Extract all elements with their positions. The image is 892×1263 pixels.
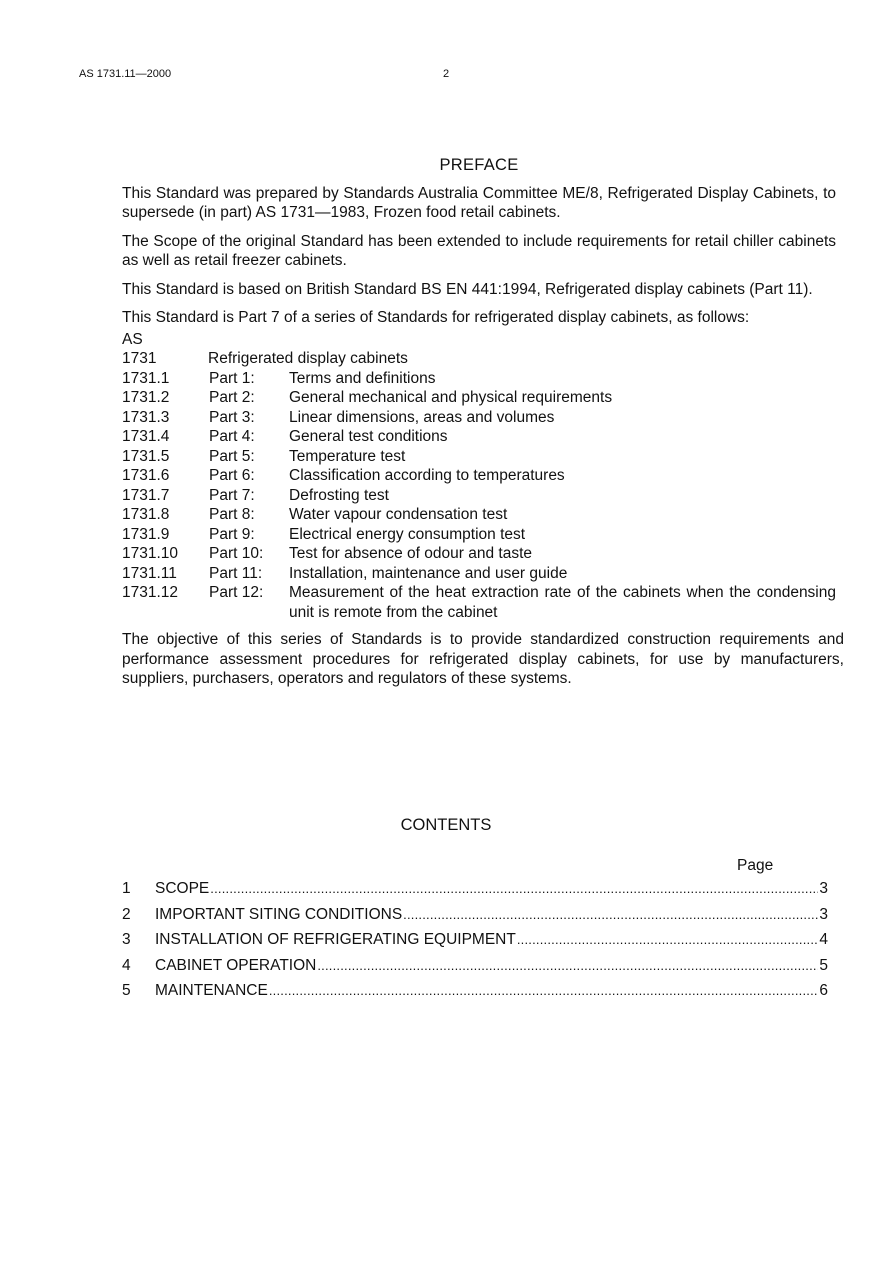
series-title: General test conditions	[289, 428, 448, 445]
toc-entry[interactable]	[122, 906, 828, 932]
series-number: 1731.3	[122, 408, 170, 426]
series-part: Part 12:	[209, 584, 264, 601]
series-row	[122, 369, 836, 389]
series-number: 1731	[122, 350, 157, 367]
series-part: Part 6:	[209, 467, 255, 484]
series-row	[122, 525, 836, 545]
series-number: 1731.1	[122, 369, 170, 387]
series-title: Test for absence of odour and taste	[289, 545, 532, 562]
preface-paragraph: This Standard was prepared by Standards Australia Committee ME/8, Refrigerated Display Cabinets, to supersede (in part) AS 1731—1983, Frozen food retail cabinets.	[122, 184, 836, 221]
preface-section	[122, 156, 844, 698]
toc-entry[interactable]	[122, 957, 828, 983]
toc-title: INSTALLATION OF REFRIGERATING EQUIPMENT	[155, 931, 516, 948]
series-row	[122, 505, 836, 525]
series-number: 1731.9	[122, 525, 170, 543]
toc-entry[interactable]	[122, 931, 828, 957]
toc-title: CABINET OPERATION	[155, 956, 317, 974]
contents-title: CONTENTS	[400, 816, 492, 834]
series-part: Part 3:	[209, 408, 255, 426]
toc-entry[interactable]	[122, 880, 828, 906]
series-number: 1731.7	[122, 486, 170, 504]
series-part: Part 4:	[209, 428, 255, 445]
toc-number: 2	[122, 905, 131, 923]
series-header: AS	[122, 330, 143, 348]
objective-paragraph: The objective of this series of Standards is to provide standardized construction requirements and performance assessment procedures for refrigerated display cabinets, for use by manufacturers, suppliers, purchasers, operators and regulators of these systems.	[122, 631, 844, 687]
series-part: Part 2:	[209, 389, 255, 406]
series-row	[122, 486, 836, 506]
series-title: General mechanical and physical requirements	[289, 389, 613, 406]
preface-paragraph: This Standard is Part 7 of a series of Standards for refrigerated display cabinets, as follows:	[122, 309, 750, 326]
series-row	[122, 466, 836, 486]
series-part: Part 5:	[209, 447, 255, 465]
toc-dot-leader	[403, 906, 818, 924]
page-number: 2	[443, 68, 450, 80]
toc-page-number: 3	[819, 880, 828, 897]
series-title: Terms and definitions	[289, 369, 436, 387]
toc-page-number: 3	[819, 905, 828, 923]
series-row	[122, 564, 836, 584]
toc-page-number: 6	[819, 982, 828, 999]
series-title: Measurement of the heat extraction rate of the cabinets when the condensing unit is remote from the cabinet	[289, 584, 836, 621]
series-number: 1731.5	[122, 447, 170, 465]
series-number: 1731.11	[122, 564, 177, 582]
series-part: Part 1:	[209, 369, 255, 387]
preface-paragraph: This Standard is based on British Standard BS EN 441:1994, Refrigerated display cabinets (Part 11).	[122, 280, 813, 298]
table-of-contents	[122, 880, 828, 1008]
preface-title: PREFACE	[439, 156, 519, 174]
toc-title: IMPORTANT SITING CONDITIONS	[155, 905, 403, 923]
series-number: 1731.10	[122, 545, 179, 562]
toc-page-number: 5	[819, 956, 828, 974]
toc-title: MAINTENANCE	[155, 982, 268, 999]
preface-paragraph: The Scope of the original Standard has been extended to include requirements for retail chiller cabinets as well as retail freezer cabinets.	[122, 232, 836, 269]
series-title: Temperature test	[289, 447, 406, 465]
series-row	[122, 544, 836, 564]
toc-dot-leader	[210, 880, 818, 898]
series-title: Linear dimensions, areas and volumes	[289, 408, 555, 426]
toc-number: 4	[122, 956, 131, 974]
toc-entry[interactable]	[122, 982, 828, 1008]
toc-title: SCOPE	[155, 880, 210, 897]
series-part: Part 10:	[209, 545, 264, 562]
series-number: 1731.2	[122, 389, 170, 406]
toc-dot-leader	[517, 931, 819, 949]
series-row	[122, 447, 836, 467]
toc-page-number: 4	[819, 931, 828, 948]
series-number: 1731.8	[122, 506, 170, 523]
series-number: 1731.4	[122, 428, 170, 445]
series-number: 1731.12	[122, 584, 179, 601]
series-row	[122, 583, 836, 622]
series-number: 1731.6	[122, 467, 170, 484]
toc-dot-leader	[269, 982, 819, 1000]
toc-dot-leader	[317, 957, 818, 975]
document-id: AS 1731.11—2000	[79, 68, 172, 80]
series-title: Water vapour condensation test	[289, 506, 508, 523]
page-column-label: Page	[737, 857, 774, 874]
series-row	[122, 388, 836, 408]
series-part: Part 11:	[209, 564, 263, 582]
series-row	[122, 427, 836, 447]
series-title: Classification according to temperatures	[289, 467, 565, 484]
series-title: Defrosting test	[289, 486, 389, 504]
series-title: Electrical energy consumption test	[289, 525, 526, 543]
series-part: Part 8:	[209, 506, 255, 523]
series-part: Part 9:	[209, 525, 255, 543]
series-title: Refrigerated display cabinets	[208, 350, 408, 367]
series-main-row	[122, 349, 836, 369]
toc-number: 1	[122, 880, 131, 897]
toc-number: 5	[122, 982, 131, 999]
series-part: Part 7:	[209, 486, 255, 504]
series-title: Installation, maintenance and user guide	[289, 564, 568, 582]
standards-series-list	[122, 330, 836, 623]
toc-number: 3	[122, 931, 131, 948]
series-row	[122, 408, 836, 428]
